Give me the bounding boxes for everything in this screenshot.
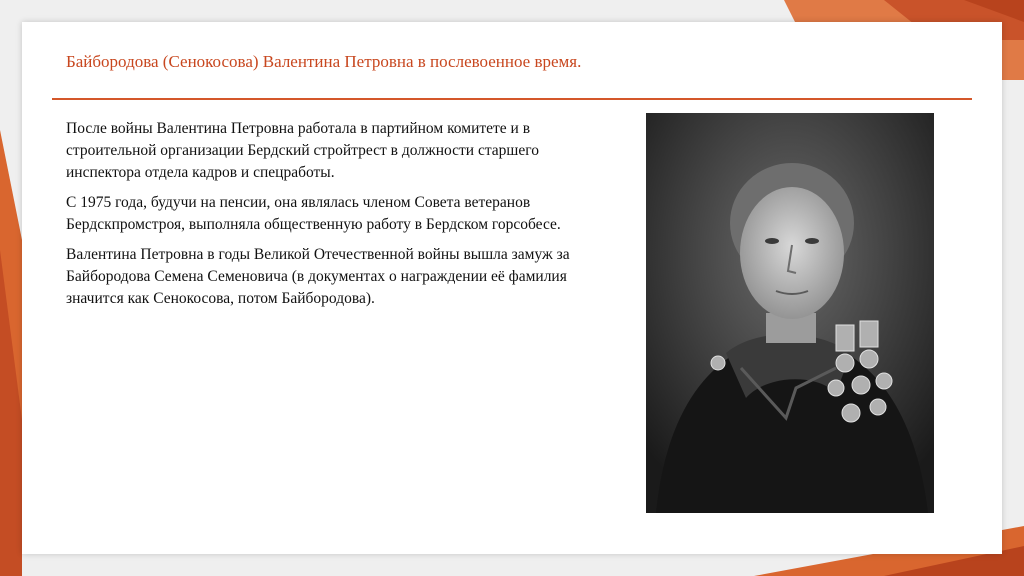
slide-body <box>66 118 606 318</box>
slide-title: Байбородова (Сенокосова) Валентина Петровна в послевоенное время. <box>66 52 582 71</box>
paragraph-3: Валентина Петровна в годы Великой Отечественной войны вышла замуж за Байбородова Семена Семеновича (в документах о награждении её фамилия значится как Сенокосова, потом Байбородова). <box>66 246 570 307</box>
paragraph-1: После войны Валентина Петровна работала в партийном комитете и в строительной организации Бердский стройтрест в должности старшего инспектора отдела кадров и спецработы. <box>66 120 539 181</box>
portrait-photo <box>646 113 934 513</box>
paragraph-2: С 1975 года, будучи на пенсии, она являлась членом Совета ветеранов Бердскпромстроя, выполняла общественную работу в Бердском горсобесе. <box>66 194 561 233</box>
portrait-illustration <box>646 113 934 513</box>
slide <box>22 22 1002 554</box>
title-underline <box>52 98 972 100</box>
